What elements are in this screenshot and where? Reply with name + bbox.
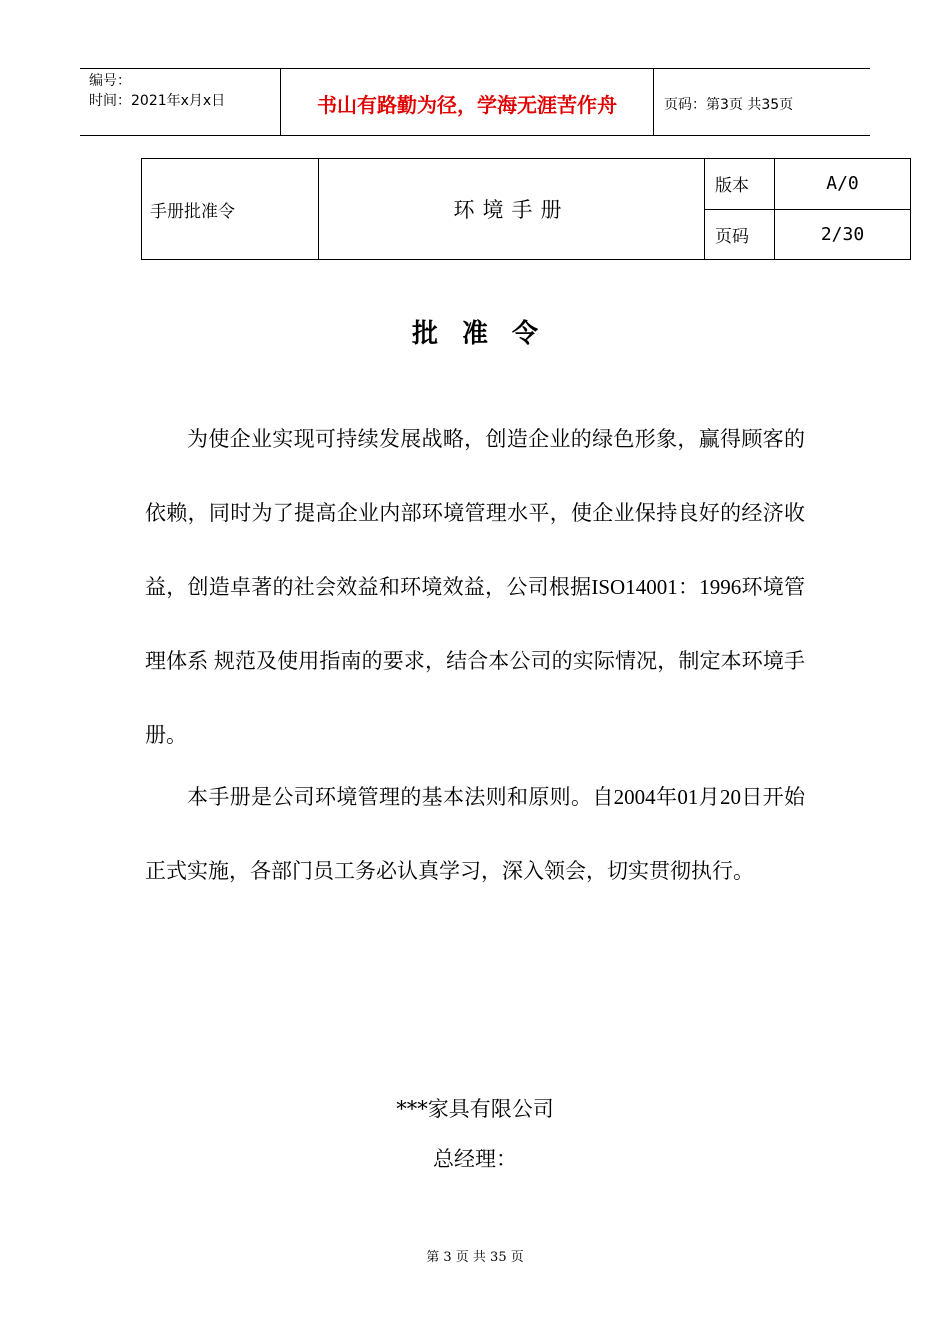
header-page-info: 页码：第3页 共35页 xyxy=(664,96,794,113)
header-date-label: 时间：2021年x月x日 xyxy=(89,93,226,109)
manager-signature: 总经理： xyxy=(433,1147,517,1171)
version-value: A/0 xyxy=(775,159,911,210)
document-body xyxy=(145,402,805,908)
page-header xyxy=(80,68,870,136)
header-motto: 书山有路勤为径，学海无涯苦作舟 xyxy=(281,69,654,135)
version-label: 版本 xyxy=(705,159,775,210)
page-footer: 第 3 页 共 35 页 xyxy=(426,1250,524,1265)
document-title: 批准令 xyxy=(411,319,562,349)
page-value: 2/30 xyxy=(775,209,911,260)
body-paragraph: 为使企业实现可持续发展战略，创造企业的绿色形象，赢得顾客的依赖，同时为了提高企业内部环境管理水平，使企业保持良好的经济收益，创造卓著的社会效益和环境效益，公司根据ISO14001：1996环境管理体系 规范及使用指南的要求，结合本公司的实际情况，制定本环境手册。 xyxy=(145,427,805,747)
page-label: 页码 xyxy=(705,209,775,260)
company-signature: ***家具有限公司 xyxy=(396,1097,554,1121)
header-meta xyxy=(80,69,281,135)
header-number-label: 编号： xyxy=(89,73,131,89)
section-name: 手册批准令 xyxy=(142,159,319,260)
manual-info-table xyxy=(141,158,911,260)
manual-title: 环境手册 xyxy=(319,159,705,260)
body-paragraph: 本手册是公司环境管理的基本法则和原则。自2004年01月20日开始正式实施，各部门员工务必认真学习，深入领会，切实贯彻执行。 xyxy=(145,785,805,883)
